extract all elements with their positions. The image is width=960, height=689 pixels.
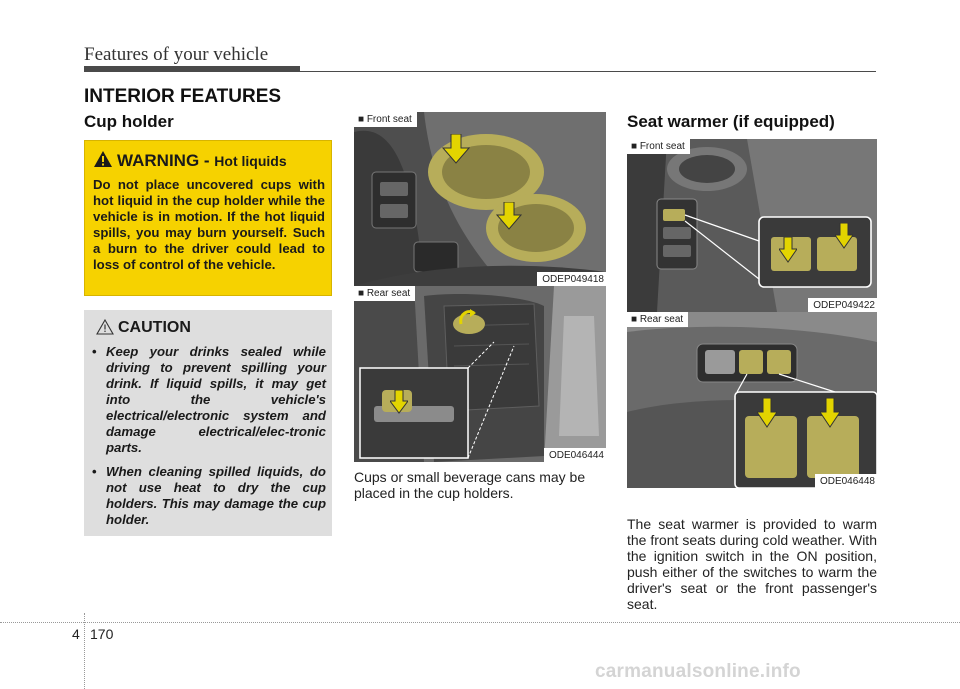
photo-code: ODEP049418 (537, 272, 606, 286)
page-number: 170 (90, 626, 114, 642)
header-rule (84, 66, 300, 72)
photo-label: ■ Front seat (354, 112, 417, 127)
seat-warmer-front-photo (627, 139, 877, 312)
section-title: INTERIOR FEATURES (84, 86, 282, 107)
down-arrow-icon (779, 237, 797, 263)
caution-title: CAUTION (118, 319, 191, 336)
footer-rule (0, 622, 960, 623)
chapter-number: 4 (72, 626, 80, 642)
photo-label: ■ Rear seat (354, 286, 415, 301)
cup-holder-front-illustration (354, 112, 606, 286)
rotate-arrow-icon (458, 308, 476, 328)
caution-item: • When cleaning spilled liquids, do not use heat to dry the cup holders. This may damage the cup holder. (92, 464, 326, 528)
caution-item: • Keep your drinks sealed while driving to prevent spilling your drink. If liquid spills, it may get into the vehicle's electrical/electronic system and damage electrical/elec-tronic parts. (92, 344, 326, 456)
photo-label: ■ Rear seat (627, 312, 688, 327)
photo-code: ODE046448 (815, 474, 877, 488)
warning-box (84, 140, 332, 296)
warning-triangle-icon (93, 150, 113, 168)
warning-subtitle: Hot liquids (214, 153, 287, 169)
down-arrow-icon (496, 202, 522, 230)
cup-holder-body-text: Cups or small beverage cans may be placed in the cup holders. (354, 469, 586, 501)
photo-code: ODE046444 (544, 448, 606, 462)
down-arrow-icon (442, 134, 470, 164)
cup-holder-heading: Cup holder (84, 112, 174, 131)
photo-label: ■ Front seat (627, 139, 690, 154)
cup-holder-rear-illustration (354, 286, 606, 462)
warning-title: WARNING - Hot liquids (117, 151, 287, 170)
down-arrow-icon (835, 223, 853, 249)
cup-holder-rear-photo (354, 286, 606, 462)
caution-box (84, 310, 332, 536)
down-arrow-icon (820, 398, 840, 428)
warning-body: Do not place uncovered cups with hot liquid in the cup holder while the vehicle is in motion. If the hot liquid spills, you may burn yourself. Such a burn to the driver could lead to loss of control of the vehicle. (93, 177, 325, 272)
caution-list (92, 344, 326, 536)
seat-warmer-body-text: The seat warmer is provided to warm the front seats during cold weather. With the ignition switch in the ON position, push either of the switches to warm the driver's seat or the front passenger's seat. (627, 516, 877, 612)
down-arrow-icon (757, 398, 777, 428)
photo-code: ODEP049422 (808, 298, 877, 312)
header-rule-thin (300, 71, 876, 72)
down-arrow-icon (390, 390, 408, 414)
watermark: carmanualsonline.info (595, 661, 801, 682)
footer-divider (84, 613, 85, 689)
cup-holder-front-photo (354, 112, 606, 286)
running-header: Features of your vehicle (84, 44, 269, 65)
seat-warmer-heading: Seat warmer (if equipped) (627, 112, 835, 131)
caution-triangle-icon (96, 319, 114, 335)
seat-warmer-rear-photo (627, 312, 877, 488)
